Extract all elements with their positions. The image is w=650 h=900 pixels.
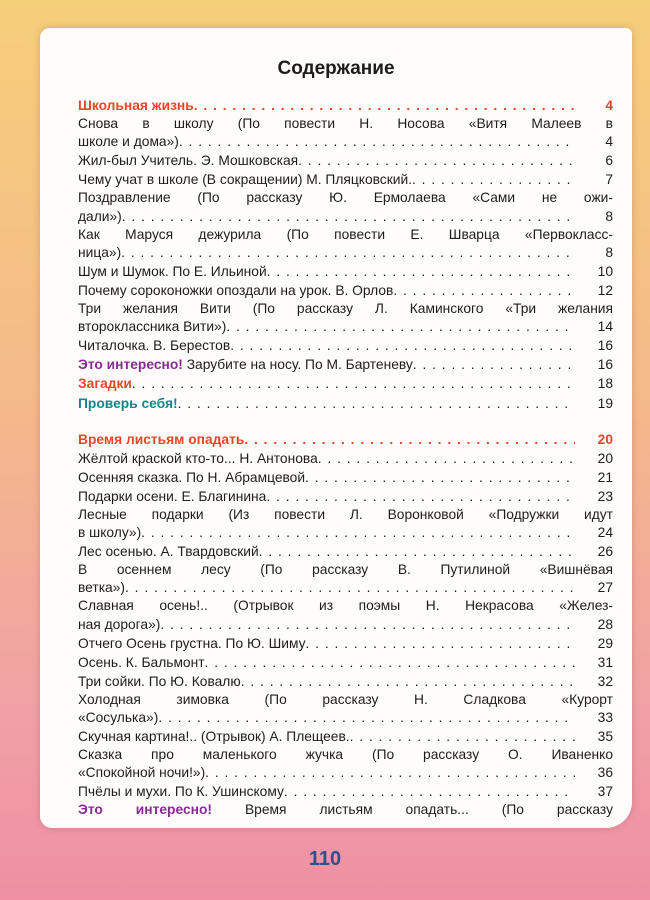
toc-entry-line: ная дорога»)	[78, 616, 161, 632]
dot-leader	[179, 133, 575, 151]
toc-page-number: 16	[597, 357, 613, 373]
toc-page-number: 20	[597, 450, 613, 466]
toc-entry-line: Снова в школу (По повести Н. Носова «Витя Малеев в	[78, 116, 613, 132]
toc-entry-line: В осеннем лесу (По рассказу В. Путилиной «Вишнёвая	[78, 562, 613, 578]
toc-page-number: 14	[597, 319, 613, 335]
toc-page-number: 12	[597, 282, 613, 298]
toc-section-school-life[interactable]	[78, 96, 613, 115]
toc-entry[interactable]	[78, 300, 613, 336]
toc-entry-title: Пчёлы и мухи. По К. Ушинскому	[78, 784, 284, 800]
toc-entry-title: Шум и Шумок. По Е. Ильиной	[78, 263, 267, 279]
toc-entry[interactable]	[78, 226, 613, 262]
toc-page-number: 27	[597, 580, 613, 596]
toc-entry-interesting[interactable]	[78, 801, 613, 819]
toc-page-number: 28	[597, 616, 613, 632]
toc-entry[interactable]	[78, 262, 613, 281]
toc-entry-title: Чему учат в школе (В сокращении) М. Пляцковский.	[78, 172, 412, 188]
toc-entry-title: Жёлтой краской кто-то... Н. Антонова	[78, 450, 318, 466]
toc-entry-title: Осенняя сказка. По Н. Абрамцевой	[78, 469, 306, 485]
toc-entry-line: Сказка про маленького жучка (По рассказу О. Иваненко	[78, 747, 613, 763]
toc-entry[interactable]	[78, 336, 613, 355]
dot-leader	[132, 374, 575, 393]
dot-leader	[393, 281, 575, 300]
dot-leader	[121, 244, 575, 262]
toc-entry-riddles[interactable]	[78, 374, 613, 393]
toc-entry[interactable]	[78, 634, 613, 653]
toc-page-number: 21	[597, 469, 613, 485]
toc-entry[interactable]	[78, 653, 613, 672]
dot-leader	[194, 96, 575, 115]
toc-entry[interactable]	[78, 151, 613, 170]
dot-leader	[244, 430, 575, 449]
dot-leader	[122, 208, 575, 226]
toc-entry-title: Почему сороконожки опоздали на урок. В. Орлов	[78, 282, 394, 298]
dot-leader	[298, 151, 575, 170]
toc-page-number: 10	[597, 263, 613, 279]
toc-page-number: 35	[597, 729, 613, 745]
interesting-label: Это интересно!	[78, 802, 212, 818]
toc-entry-line: Лесные подарки (Из повести Л. Воронковой «Подружки идут	[78, 506, 613, 522]
interesting-label: Это интересно!	[78, 357, 183, 373]
toc-entry-line: Славная осень!.. (Отрывок из поэмы Н. Некрасова «Желез-	[78, 598, 613, 614]
toc-entry-interesting[interactable]	[78, 355, 613, 374]
toc-entry-title: Читалочка. В. Берестов	[78, 338, 231, 354]
toc-entry[interactable]	[78, 561, 613, 597]
dot-leader	[178, 394, 575, 413]
dot-leader	[205, 764, 575, 782]
toc-entry-line: Поздравление (По рассказу Ю. Ермолаева «Сами не ожи-	[78, 190, 613, 206]
dot-leader	[266, 487, 575, 506]
toc-entry[interactable]	[78, 542, 613, 561]
toc-page-number: 26	[597, 544, 613, 560]
dot-leader	[413, 355, 575, 374]
toc-entry[interactable]	[78, 449, 613, 468]
toc-page-number: 6	[605, 153, 613, 169]
dot-leader	[160, 616, 575, 634]
toc-entry-title: Отчего Осень грустна. По Ю. Шиму	[78, 635, 306, 651]
page-number: 110	[308, 848, 342, 870]
toc-page-number: 4	[605, 134, 613, 150]
toc-page-number: 8	[605, 208, 613, 224]
toc-entry[interactable]	[78, 597, 613, 633]
dot-leader	[305, 634, 575, 653]
toc-entry[interactable]	[78, 782, 613, 801]
toc-entry-title: Зарубите на носу. По М. Бартеневу	[186, 357, 413, 373]
toc-section-leaves-fall[interactable]	[78, 430, 613, 449]
page-title: Содержание	[277, 58, 395, 79]
toc-page-number: 7	[605, 172, 613, 188]
toc-entry-line: второклассника Вити»)	[78, 319, 227, 335]
toc-page-number: 20	[597, 431, 613, 447]
toc-page-number: 33	[597, 710, 613, 725]
self-check-label: Проверь себя!	[78, 395, 178, 411]
dot-leader	[158, 709, 575, 727]
dot-leader	[125, 579, 575, 597]
toc-entry-title: Осень. К. Бальмонт	[78, 654, 205, 670]
toc-entry[interactable]	[78, 672, 613, 691]
toc-page-number: 31	[597, 654, 613, 670]
toc-entry-line: Как Маруся дежурила (По повести Е. Шварца «Первокласс-	[78, 226, 613, 242]
toc-page-number: 29	[597, 635, 613, 651]
toc-entry[interactable]	[78, 281, 613, 300]
toc-entry[interactable]	[78, 115, 613, 151]
toc-page-number: 37	[597, 784, 613, 800]
toc-entry-line: Холодная зимовка (По рассказу Н. Сладкова «Курорт	[78, 691, 613, 707]
toc-entry[interactable]	[78, 506, 613, 542]
toc-entry[interactable]	[78, 468, 613, 487]
dot-leader	[412, 170, 575, 189]
dot-leader	[267, 262, 575, 281]
toc-page-number: 19	[597, 395, 613, 411]
toc-page-number: 8	[605, 244, 613, 260]
toc-page-number: 16	[597, 338, 613, 354]
toc-entry-line: дали»)	[78, 208, 122, 224]
toc-entry-line: ветка»)	[78, 580, 125, 596]
dot-leader	[141, 524, 575, 542]
dot-leader	[350, 727, 575, 746]
toc-entry-line: ница»)	[78, 244, 122, 260]
dot-leader	[318, 449, 575, 468]
toc-entry-title: Жил-был Учитель. Э. Мошковская	[78, 153, 299, 169]
toc-entry[interactable]	[78, 487, 613, 506]
toc-entry-line: школе и дома»)	[78, 134, 179, 150]
toc-entry-line: «Сосулька»)	[78, 710, 159, 725]
toc-entry-title: Лес осенью. А. Твардовский	[78, 544, 259, 560]
toc-page-number: 4	[605, 98, 613, 113]
dot-leader	[284, 782, 575, 801]
section-gap	[78, 413, 613, 430]
toc-section-title: Школьная жизнь	[78, 98, 194, 113]
toc-entry-line: «Спокойной ночи!»)	[78, 765, 206, 781]
toc-section-title: Время листьям опадать	[78, 431, 245, 447]
toc-page-number: 18	[597, 376, 613, 392]
toc-entry[interactable]	[78, 189, 613, 225]
toc-entry-line: Три желания Вити (По рассказу Л. Каминского «Три желания	[78, 301, 613, 317]
toc-entry-title: Подарки осени. Е. Благинина	[78, 488, 267, 504]
toc-entry-self-check[interactable]	[78, 394, 613, 413]
toc-page-number: 32	[597, 673, 613, 689]
toc-entry-line: Время листьям опадать... (По рассказу	[244, 802, 613, 818]
toc-entry[interactable]	[78, 170, 613, 189]
dot-leader	[305, 468, 575, 487]
riddles-label: Загадки	[78, 376, 132, 392]
dot-leader	[241, 672, 575, 691]
toc-entry[interactable]	[78, 746, 613, 782]
toc-entry[interactable]	[78, 727, 613, 746]
toc-entry-line: в школу»)	[78, 525, 142, 541]
dot-leader	[226, 318, 575, 336]
toc-page-number: 23	[597, 488, 613, 504]
toc-entry-title: Три сойки. По Ю. Ковалю	[78, 673, 241, 689]
toc-entry[interactable]	[78, 691, 613, 727]
table-of-contents	[78, 96, 613, 820]
dot-leader	[259, 542, 575, 561]
toc-page-number: 24	[597, 525, 613, 541]
dot-leader	[205, 653, 575, 672]
toc-entry-title: Скучная картина!.. (Отрывок) А. Плещеев.	[78, 729, 350, 745]
toc-page-number: 36	[597, 765, 613, 781]
dot-leader	[230, 336, 575, 355]
